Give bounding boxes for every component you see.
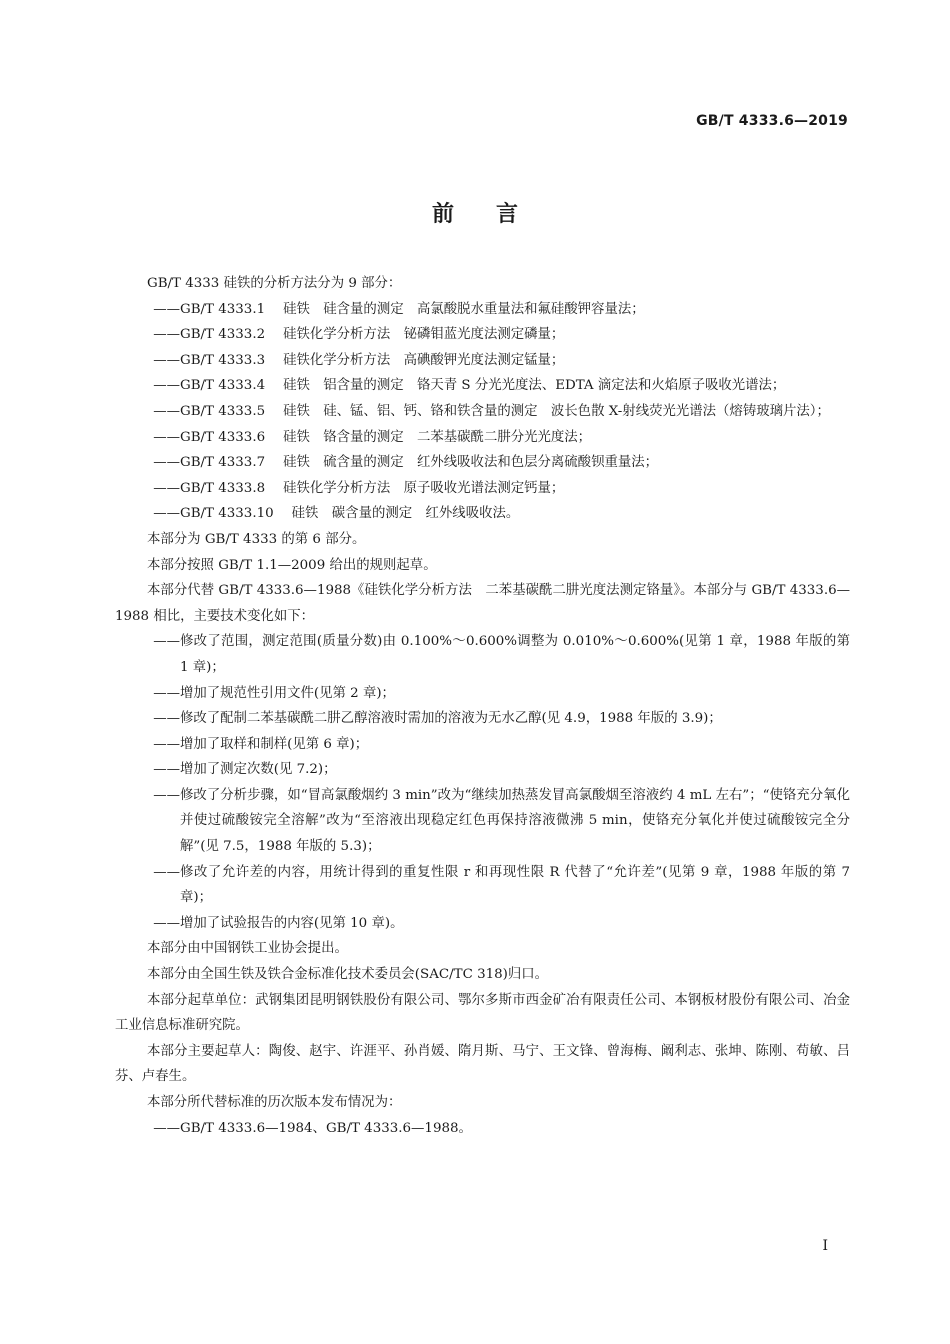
standard-part-code: GB/T 4333.2 bbox=[180, 327, 266, 343]
list-item-text bbox=[180, 706, 850, 732]
list-item-body: 硅铁 硅含量的测定 高氯酸脱水重量法和氟硅酸钾容量法； bbox=[283, 301, 645, 317]
intro-paragraph: GB/T 4333 硅铁的分析方法分为 9 部分： bbox=[147, 276, 402, 291]
list-item-body: 硅铁 碳含量的测定 红外线吸收法。 bbox=[291, 506, 520, 522]
list-item-body: 硅铁化学分析方法 高碘酸钾光度法测定锰量； bbox=[283, 352, 565, 368]
list-dash: —— bbox=[153, 327, 180, 343]
list-dash: —— bbox=[153, 915, 180, 931]
part-item bbox=[115, 373, 850, 399]
list-item-body: 增加了试验报告的内容(见第 10 章)。 bbox=[180, 915, 404, 931]
part-item bbox=[115, 476, 850, 502]
part-item bbox=[115, 501, 850, 527]
history-intro-paragraph: 本部分所代替标准的历次版本发布情况为： bbox=[147, 1095, 402, 1110]
list-item-text bbox=[180, 348, 850, 374]
list-item-text bbox=[180, 681, 850, 707]
part-item bbox=[115, 348, 850, 374]
change-item bbox=[115, 757, 850, 783]
list-dash: —— bbox=[153, 711, 180, 727]
list-dash: —— bbox=[153, 787, 180, 803]
parts-list bbox=[115, 297, 850, 527]
part-item bbox=[115, 399, 850, 425]
list-item-body: 修改了范围，测定范围(质量分数)由 0.100%～0.600%调整为 0.010%～0.600%(见第 1 章，1988 年版的第 1 章)； bbox=[180, 634, 850, 675]
list-item-text bbox=[180, 450, 850, 476]
list-dash: —— bbox=[153, 429, 180, 445]
part-item bbox=[115, 450, 850, 476]
list-item-text bbox=[180, 911, 850, 937]
list-item-body: GB/T 4333.6—1984、GB/T 4333.6—1988。 bbox=[180, 1120, 472, 1136]
list-item-text bbox=[180, 501, 850, 527]
list-item-text bbox=[180, 732, 850, 758]
standard-part-code: GB/T 4333.10 bbox=[180, 506, 274, 522]
changes-list bbox=[115, 629, 850, 936]
standard-part-code: GB/T 4333.3 bbox=[180, 352, 266, 368]
standard-part-code: GB/T 4333.1 bbox=[180, 301, 266, 317]
standard-code: GB/T 4333.6—2019 bbox=[696, 113, 848, 129]
list-dash: —— bbox=[153, 301, 180, 317]
page-number: I bbox=[822, 1238, 828, 1254]
list-dash: —— bbox=[153, 762, 180, 778]
list-item-body: 增加了规范性引用文件(见第 2 章)； bbox=[180, 685, 395, 701]
list-dash: —— bbox=[153, 736, 180, 752]
change-item bbox=[115, 629, 850, 680]
list-item-text bbox=[180, 399, 850, 425]
part-item bbox=[115, 322, 850, 348]
standard-part-code: GB/T 4333.6 bbox=[180, 429, 266, 445]
change-item bbox=[115, 681, 850, 707]
replaces-paragraph: 本部分代替 GB/T 4333.6—1988《硅铁化学分析方法 二苯基碳酰二肼光度法测定铬量》。本部分与 GB/T 4333.6—1988 相比，主要技术变化如下： bbox=[115, 583, 850, 624]
list-item-body: 修改了配制二苯基碳酰二肼乙醇溶液时需加的溶液为无水乙醇(见 4.9，1988 年版的 3.9)； bbox=[180, 711, 722, 727]
change-item bbox=[115, 860, 850, 911]
list-item-text bbox=[180, 297, 850, 323]
list-dash: —— bbox=[153, 403, 180, 419]
drafting-units-paragraph: 本部分起草单位：武钢集团昆明钢铁股份有限公司、鄂尔多斯市西金矿冶有限责任公司、本钢板材股份有限公司、冶金工业信息标准研究院。 bbox=[115, 992, 850, 1034]
standard-part-code: GB/T 4333.5 bbox=[180, 403, 266, 419]
list-dash: —— bbox=[153, 685, 180, 701]
list-item-body: 增加了测定次数(见 7.2)； bbox=[180, 762, 337, 778]
change-item bbox=[115, 783, 850, 860]
list-item-body: 硅铁化学分析方法 铋磷钼蓝光度法测定磷量； bbox=[283, 327, 565, 343]
list-item-body: 修改了允许差的内容，用统计得到的重复性限 r 和再现性限 R 代替了“允许差”(见第 9 章，1988 年版的第 7 章)； bbox=[180, 864, 850, 906]
list-item-text bbox=[180, 373, 850, 399]
list-item-text bbox=[180, 757, 850, 783]
list-dash: —— bbox=[153, 506, 180, 522]
history-item bbox=[115, 1116, 850, 1142]
standard-part-code: GB/T 4333.8 bbox=[180, 480, 266, 496]
list-item-body: 硅铁化学分析方法 原子吸收光谱法测定钙量； bbox=[283, 480, 565, 496]
list-dash: —— bbox=[153, 634, 180, 650]
drafters-paragraph: 本部分主要起草人：陶俊、赵宇、许涯平、孙肖媛、隋月斯、马宁、王文锋、曾海梅、阚利志、张坤、陈刚、苟敏、吕芬、卢春生。 bbox=[115, 1043, 850, 1085]
part-item bbox=[115, 425, 850, 451]
list-item-body: 硅铁 铬含量的测定 二苯基碳酰二肼分光光度法； bbox=[283, 429, 592, 445]
list-item-text bbox=[180, 860, 850, 911]
foreword-body bbox=[115, 271, 850, 1141]
page-title: 前言 bbox=[431, 202, 560, 227]
change-item bbox=[115, 706, 850, 732]
list-item-text bbox=[180, 322, 850, 348]
list-item-text bbox=[180, 425, 850, 451]
standard-part-code: GB/T 4333.4 bbox=[180, 378, 266, 394]
part-item bbox=[115, 297, 850, 323]
list-dash: —— bbox=[153, 864, 180, 880]
list-dash: —— bbox=[153, 1120, 180, 1136]
history-list bbox=[115, 1116, 850, 1142]
managed-by-paragraph: 本部分由全国生铁及铁合金标准化技术委员会(SAC/TC 318)归口。 bbox=[147, 967, 549, 983]
list-item-body: 硅铁 硅、锰、铝、钙、铬和铁含量的测定 波长色散 X-射线荧光光谱法（熔铸玻璃片法）； bbox=[283, 403, 830, 419]
list-item-body: 硅铁 铝含量的测定 铬天青 S 分光光度法、EDTA 滴定法和火焰原子吸收光谱法； bbox=[283, 378, 786, 394]
list-item-text bbox=[180, 629, 850, 680]
list-item-body: 修改了分析步骤，如“冒高氯酸烟约 3 min”改为“继续加热蒸发冒高氯酸烟至溶液约 4 mL 左右”；“使铬充分氧化并使过硫酸铵完全溶解”改为“至溶液出现稳定红色再保持溶液微沸 5 min，使铬充分氧化并使过硫酸铵完全分解”(见 7.5，1988 年版的 5.3)； bbox=[180, 787, 850, 855]
proposed-by-paragraph: 本部分由中国钢铁工业协会提出。 bbox=[147, 941, 348, 957]
list-dash: —— bbox=[153, 352, 180, 368]
drafting-rules-paragraph: 本部分按照 GB/T 1.1—2009 给出的规则起草。 bbox=[147, 557, 437, 573]
list-dash: —— bbox=[153, 378, 180, 394]
list-dash: —— bbox=[153, 480, 180, 496]
list-item-text bbox=[180, 476, 850, 502]
list-item-text bbox=[180, 783, 850, 860]
list-item-text bbox=[180, 1116, 850, 1142]
change-item bbox=[115, 911, 850, 937]
list-dash: —— bbox=[153, 455, 180, 471]
list-item-body: 增加了取样和制样(见第 6 章)； bbox=[180, 736, 369, 752]
standard-part-code: GB/T 4333.7 bbox=[180, 455, 266, 471]
change-item bbox=[115, 732, 850, 758]
part-of-paragraph: 本部分为 GB/T 4333 的第 6 部分。 bbox=[147, 531, 366, 547]
list-item-body: 硅铁 硫含量的测定 红外线吸收法和色层分离硫酸钡重量法； bbox=[283, 455, 659, 471]
